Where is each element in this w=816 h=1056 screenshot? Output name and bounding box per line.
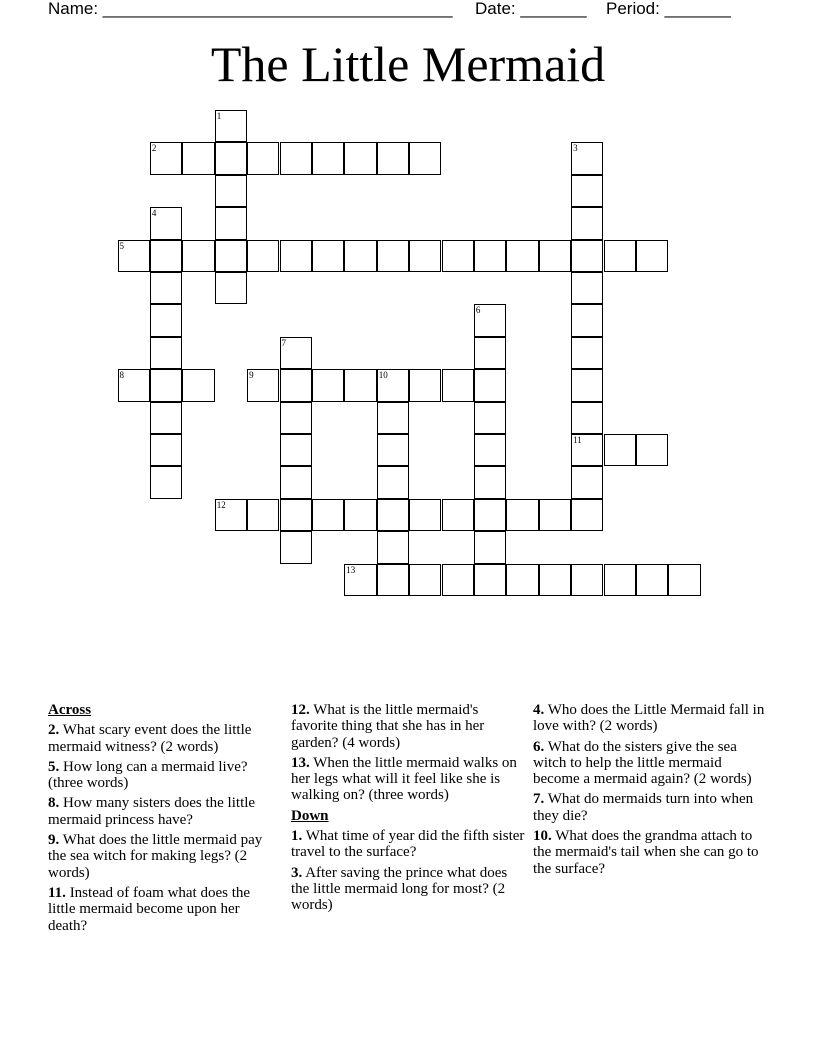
clue-number: 2 bbox=[151, 143, 157, 154]
clue-text: What time of year did the fifth sister travel to the surface? bbox=[291, 828, 525, 861]
grid-cell[interactable] bbox=[344, 142, 376, 174]
clue bbox=[291, 828, 525, 861]
clue-num: 5. bbox=[48, 758, 60, 775]
grid-cell[interactable] bbox=[215, 499, 247, 531]
clue-num: 2. bbox=[48, 722, 60, 739]
grid-cell[interactable] bbox=[474, 434, 506, 466]
clues-column-1 bbox=[48, 702, 280, 938]
grid-cell[interactable] bbox=[571, 466, 603, 498]
grid-cell[interactable] bbox=[182, 142, 214, 174]
grid-cell[interactable] bbox=[247, 240, 279, 272]
clue-number: 3 bbox=[573, 143, 578, 154]
grid-cell[interactable] bbox=[409, 564, 441, 596]
grid-cell[interactable] bbox=[636, 564, 668, 596]
clue-text: What do the sisters give the sea witch to help the little mermaid become a mermaid again? (2 words) bbox=[533, 738, 752, 788]
clue-text: How long can a mermaid live? (three words) bbox=[48, 758, 248, 792]
grid-cell[interactable] bbox=[442, 564, 474, 596]
clue-num: 9. bbox=[48, 832, 60, 849]
grid-cell[interactable] bbox=[442, 369, 474, 401]
date-field[interactable]: Date: _______ bbox=[475, 0, 587, 18]
clue-number: 8 bbox=[119, 370, 124, 381]
clue bbox=[533, 739, 765, 788]
grid-cell[interactable] bbox=[312, 499, 344, 531]
clue-number: 10 bbox=[378, 370, 388, 381]
grid-cell[interactable] bbox=[150, 240, 182, 272]
clue-num: 13. bbox=[291, 754, 310, 771]
clue-number: 6 bbox=[475, 305, 481, 316]
grid-cell[interactable] bbox=[150, 402, 182, 434]
grid-cell[interactable] bbox=[215, 142, 247, 174]
name-field[interactable]: Name: _____________________________________ bbox=[48, 0, 453, 18]
grid-cell[interactable] bbox=[377, 531, 409, 563]
clue-num: 3. bbox=[291, 864, 303, 881]
grid-cell[interactable] bbox=[668, 564, 700, 596]
clue bbox=[533, 791, 765, 824]
grid-cell[interactable] bbox=[280, 434, 312, 466]
clue bbox=[48, 795, 280, 828]
grid-cell[interactable] bbox=[215, 110, 247, 142]
grid-cell[interactable] bbox=[182, 240, 214, 272]
grid-cell[interactable] bbox=[247, 369, 279, 401]
clue bbox=[291, 702, 525, 751]
grid-cell[interactable] bbox=[539, 564, 571, 596]
grid-cell[interactable] bbox=[377, 369, 409, 401]
clue-num: 8. bbox=[48, 795, 60, 812]
grid-cell[interactable] bbox=[636, 240, 668, 272]
clue-num: 7. bbox=[533, 791, 545, 808]
grid-cell[interactable] bbox=[571, 142, 603, 174]
clue-num: 11. bbox=[48, 884, 66, 901]
grid-cell[interactable] bbox=[344, 499, 376, 531]
clue-text: What does the little mermaid pay the sea witch for making legs? (2 words) bbox=[48, 832, 263, 881]
clue-number: 11 bbox=[573, 435, 582, 445]
clue-num: 6. bbox=[533, 738, 545, 755]
clue bbox=[48, 885, 280, 934]
grid-cell[interactable] bbox=[571, 240, 603, 272]
grid-cell[interactable] bbox=[474, 369, 506, 401]
grid-cell[interactable] bbox=[377, 564, 409, 596]
down-heading: Down bbox=[291, 807, 329, 824]
grid-cell[interactable] bbox=[150, 304, 182, 336]
grid-cell[interactable] bbox=[118, 369, 150, 401]
grid-cell[interactable] bbox=[377, 402, 409, 434]
grid-cell[interactable] bbox=[506, 564, 538, 596]
grid-cell[interactable] bbox=[377, 434, 409, 466]
clue bbox=[533, 828, 765, 877]
grid-cell[interactable] bbox=[377, 142, 409, 174]
clue-text: Who does the Little Mermaid fall in love with? (2 words) bbox=[533, 702, 765, 735]
grid-cell[interactable] bbox=[215, 175, 247, 207]
clue-text: After saving the prince what does the little mermaid long for most? (2 words) bbox=[291, 864, 508, 914]
grid-cell[interactable] bbox=[571, 499, 603, 531]
clue-text: Instead of foam what does the little mermaid become upon her death? bbox=[48, 884, 251, 934]
grid-cell[interactable] bbox=[636, 434, 668, 466]
clue bbox=[48, 832, 280, 881]
clue-text: When the little mermaid walks on her legs what will it feel like she is walking on? (three words) bbox=[291, 754, 517, 804]
grid-cell[interactable] bbox=[474, 466, 506, 498]
grid-cell[interactable] bbox=[571, 402, 603, 434]
clue-number: 12 bbox=[216, 499, 226, 510]
grid-cell[interactable] bbox=[539, 499, 571, 531]
clue-num: 12. bbox=[291, 702, 310, 718]
clue-number: 9 bbox=[249, 370, 254, 381]
grid-cell[interactable] bbox=[247, 499, 279, 531]
grid-cell[interactable] bbox=[312, 240, 344, 272]
grid-cell[interactable] bbox=[474, 304, 506, 336]
grid-cell[interactable] bbox=[539, 240, 571, 272]
grid-cell[interactable] bbox=[506, 240, 538, 272]
clue-text: What is the little mermaid's favorite thing that she has in her garden? (4 words) bbox=[291, 702, 485, 751]
clue bbox=[291, 755, 525, 804]
grid-cell[interactable] bbox=[280, 499, 312, 531]
grid-cell[interactable] bbox=[377, 240, 409, 272]
across-heading: Across bbox=[48, 702, 92, 718]
grid-cell[interactable] bbox=[150, 434, 182, 466]
grid-cell[interactable] bbox=[409, 369, 441, 401]
grid-cell[interactable] bbox=[215, 272, 247, 304]
clue-num: 4. bbox=[533, 702, 545, 718]
grid-cell[interactable] bbox=[377, 499, 409, 531]
clue bbox=[291, 865, 525, 914]
grid-cell[interactable] bbox=[571, 434, 603, 466]
clue bbox=[48, 722, 280, 755]
grid-cell[interactable] bbox=[604, 240, 636, 272]
grid-cell[interactable] bbox=[150, 142, 182, 174]
grid-cell[interactable] bbox=[247, 142, 279, 174]
grid-cell[interactable] bbox=[344, 240, 376, 272]
grid-cell[interactable] bbox=[409, 240, 441, 272]
grid-cell[interactable] bbox=[442, 240, 474, 272]
grid-cell[interactable] bbox=[409, 499, 441, 531]
grid-cell[interactable] bbox=[215, 207, 247, 239]
grid-cell[interactable] bbox=[571, 272, 603, 304]
grid-cell[interactable] bbox=[571, 369, 603, 401]
grid-cell[interactable] bbox=[377, 466, 409, 498]
grid-cell[interactable] bbox=[150, 466, 182, 498]
grid-cell[interactable] bbox=[474, 499, 506, 531]
clue-number: 5 bbox=[119, 240, 124, 251]
clues-column-3 bbox=[533, 702, 765, 881]
grid-cell[interactable] bbox=[150, 272, 182, 304]
grid-cell[interactable] bbox=[474, 402, 506, 434]
clue-number: 1 bbox=[216, 111, 222, 121]
clue-text: What does the grandma attach to the mermaid's tail when she can go to the surface? bbox=[533, 828, 759, 877]
clue-number: 4 bbox=[151, 208, 157, 219]
grid-cell[interactable] bbox=[506, 499, 538, 531]
grid-cell[interactable] bbox=[571, 175, 603, 207]
clue-num: 1. bbox=[291, 828, 303, 845]
grid-cell[interactable] bbox=[474, 240, 506, 272]
grid-cell[interactable] bbox=[280, 466, 312, 498]
grid-cell[interactable] bbox=[280, 240, 312, 272]
clue-text: How many sisters does the little mermaid princess have? bbox=[48, 795, 256, 828]
clue-num: 10. bbox=[533, 828, 552, 845]
clues-column-2 bbox=[291, 702, 525, 918]
clue bbox=[48, 759, 280, 792]
clue-text: What do mermaids turn into when they die? bbox=[533, 791, 754, 824]
grid-cell[interactable] bbox=[312, 369, 344, 401]
grid-cell[interactable] bbox=[409, 142, 441, 174]
period-field[interactable]: Period: _______ bbox=[606, 0, 731, 18]
puzzle-title: The Little Mermaid bbox=[210, 36, 606, 92]
clue-number: 7 bbox=[281, 337, 286, 348]
grid-cell[interactable] bbox=[571, 337, 603, 369]
clue-number: 13 bbox=[346, 564, 356, 575]
grid-cell[interactable] bbox=[280, 142, 312, 174]
grid-cell[interactable] bbox=[150, 337, 182, 369]
grid-cell[interactable] bbox=[280, 337, 312, 369]
grid-cell[interactable] bbox=[571, 564, 603, 596]
grid-cell[interactable] bbox=[604, 434, 636, 466]
grid-cell[interactable] bbox=[344, 564, 376, 596]
grid-cell[interactable] bbox=[474, 531, 506, 563]
grid-cell[interactable] bbox=[604, 564, 636, 596]
grid-cell[interactable] bbox=[182, 369, 214, 401]
grid-cell[interactable] bbox=[150, 207, 182, 239]
clue-text: What scary event does the little mermaid witness? (2 words) bbox=[48, 722, 252, 755]
grid-cell[interactable] bbox=[118, 240, 150, 272]
grid-cell[interactable] bbox=[280, 402, 312, 434]
grid-cell[interactable] bbox=[571, 304, 603, 336]
grid-cell[interactable] bbox=[474, 337, 506, 369]
grid-cell[interactable] bbox=[442, 499, 474, 531]
grid-cell[interactable] bbox=[344, 369, 376, 401]
grid-cell[interactable] bbox=[312, 142, 344, 174]
grid-cell[interactable] bbox=[280, 369, 312, 401]
grid-cell[interactable] bbox=[215, 240, 247, 272]
clue bbox=[533, 702, 765, 735]
grid-cell[interactable] bbox=[474, 564, 506, 596]
grid-cell[interactable] bbox=[280, 531, 312, 563]
grid-cell[interactable] bbox=[571, 207, 603, 239]
grid-cell[interactable] bbox=[150, 369, 182, 401]
